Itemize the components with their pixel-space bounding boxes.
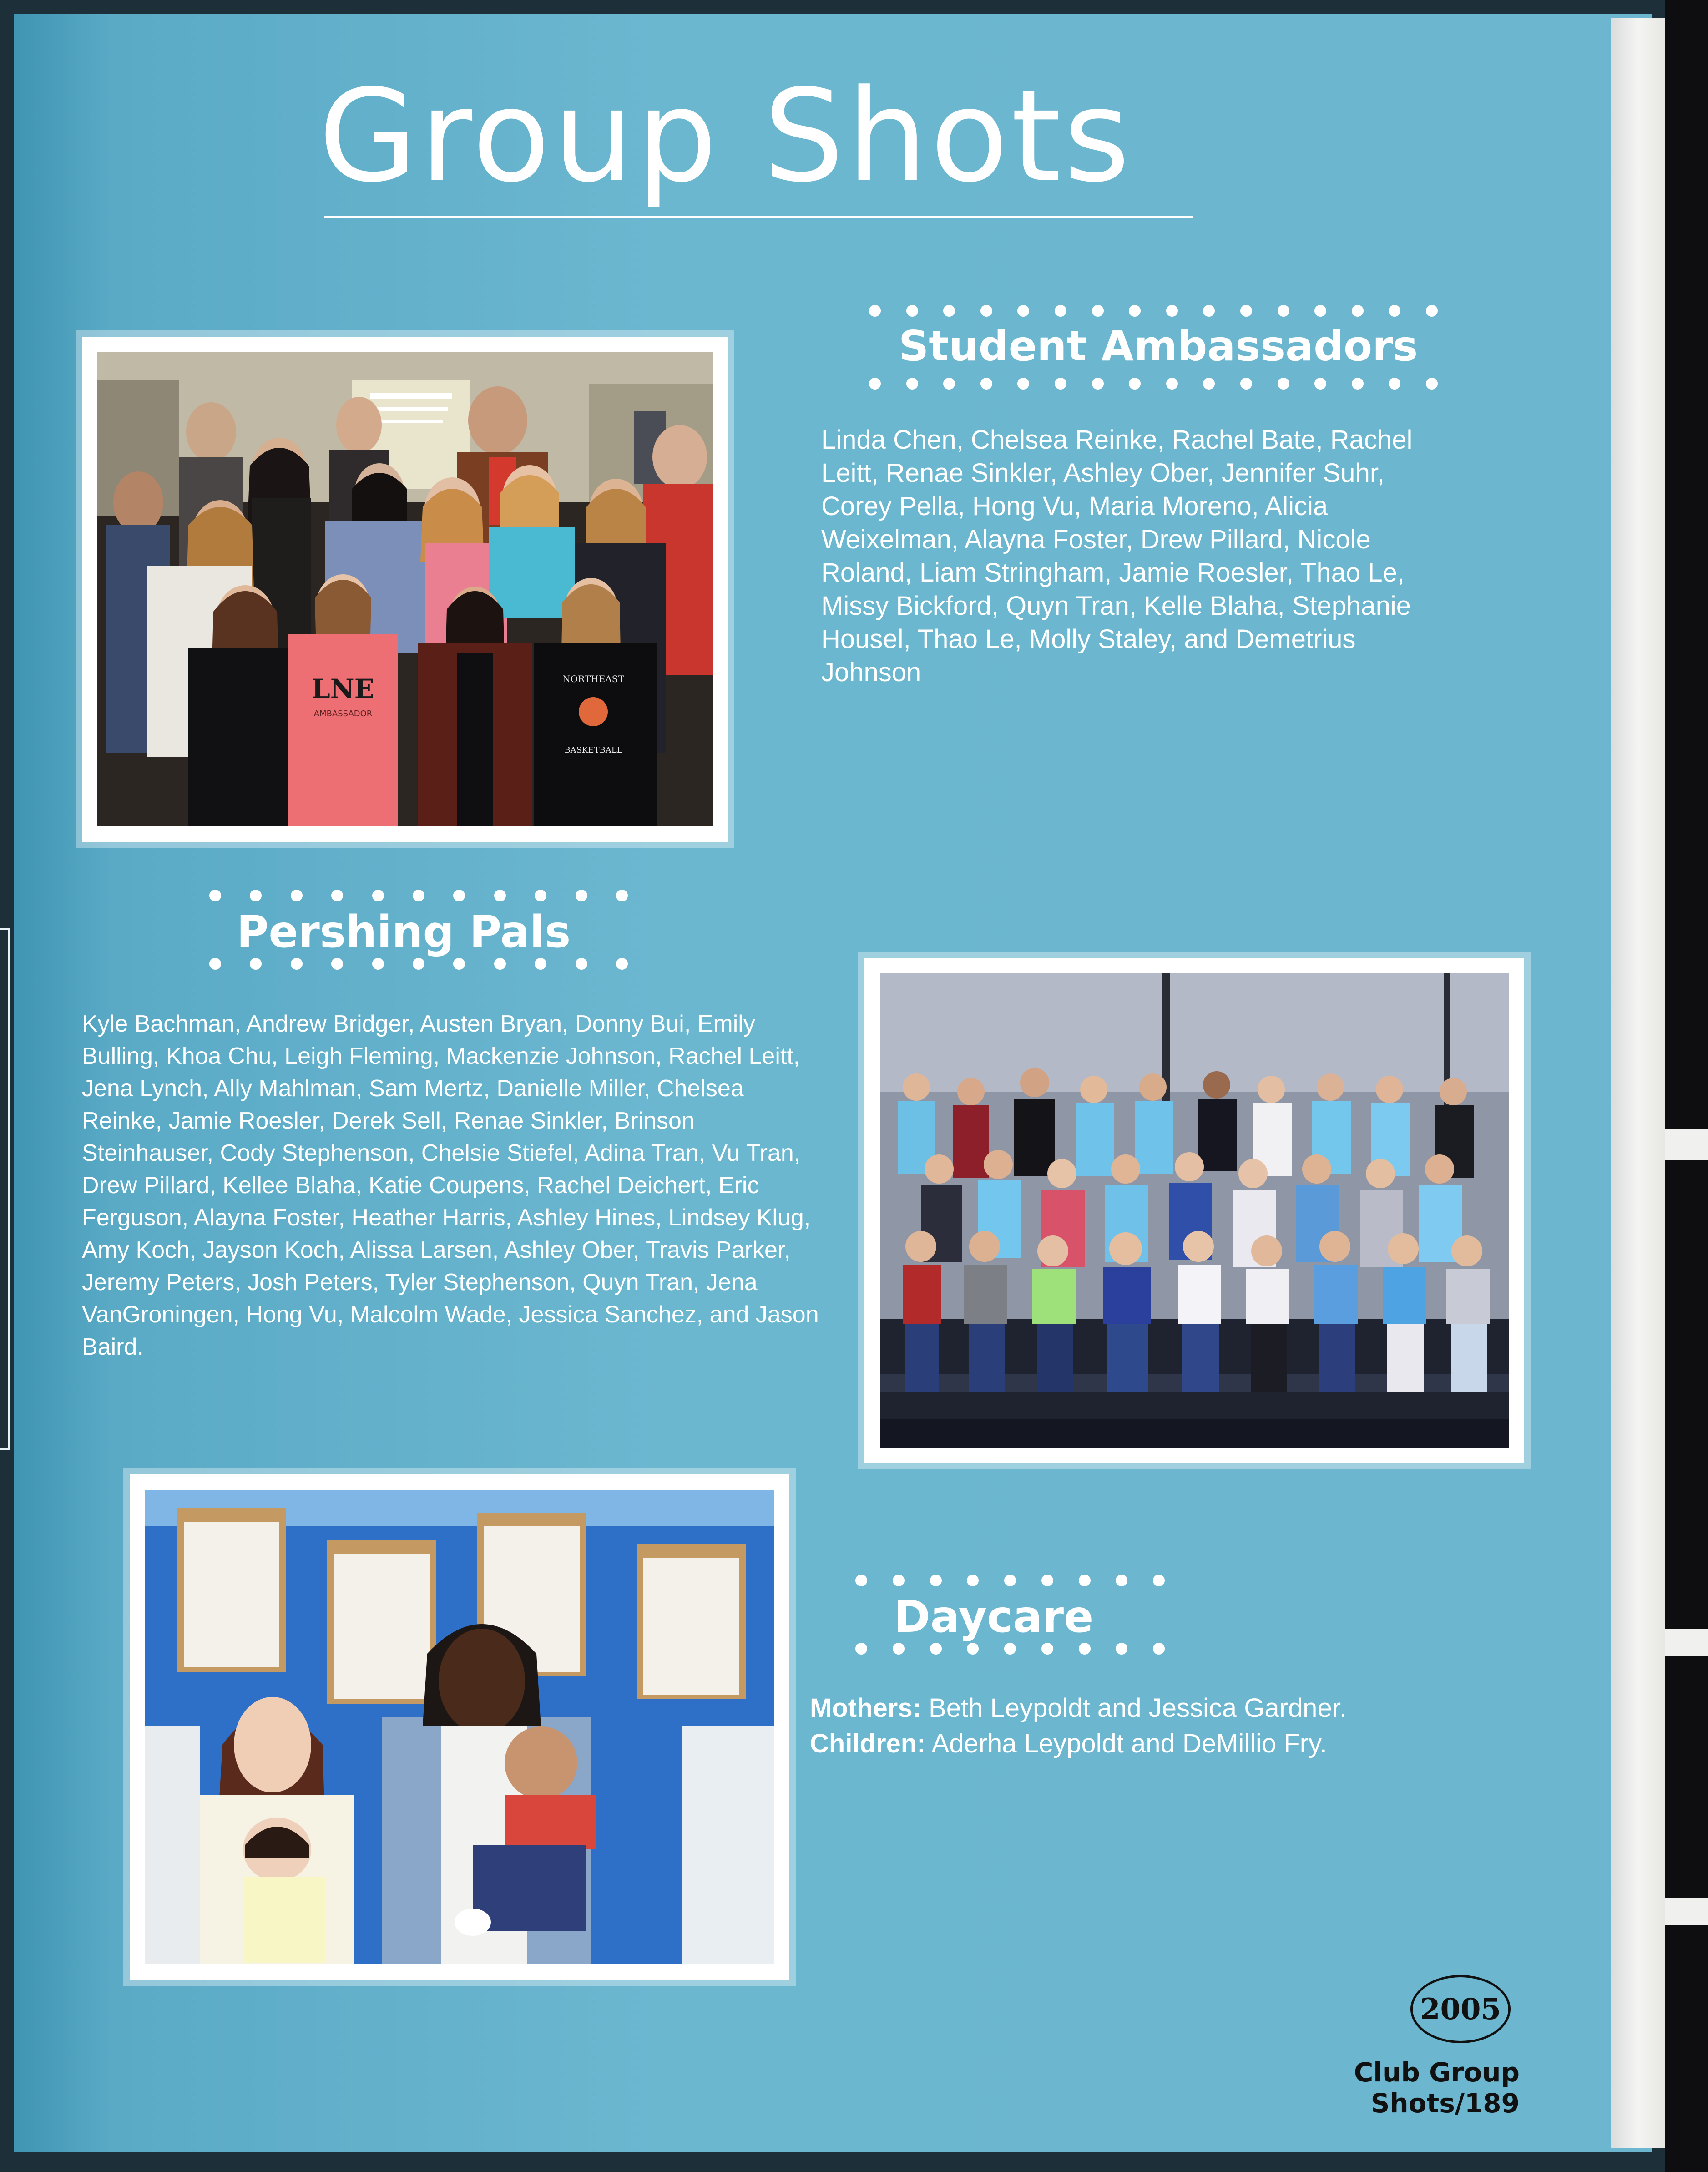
scan-border-notch xyxy=(1665,1898,1708,1925)
page-title: Group Shots xyxy=(318,62,1133,211)
yearbook-year-logo: 2005 xyxy=(1410,1975,1511,2043)
pershing-heading: Pershing Pals xyxy=(237,906,571,957)
ambassadors-names: Linda Chen, Chelsea Reinke, Rachel Bate, Rachel Leitt, Renae Sinkler, Ashley Ober, Jennifer Suhr, Corey Pella, Hong Vu, Maria Moreno, Alicia Weixelman, Alayna Foster, Drew Pillard, Nicole Roland, Liam Stringham, Jamie Roesler, Thao Le, Missy Bickford, Quyn Tran, Kelle Blaha, Stephanie Housel, Thao Le, Molly Staley, and Demetrius Johnson xyxy=(821,425,1413,687)
mothers-line xyxy=(810,1691,1447,1726)
pershing-names: Kyle Bachman, Andrew Bridger, Austen Bryan, Donny Bui, Emily Bulling, Khoa Chu, Leigh Fleming, Mackenzie Johnson, Rachel Leitt, Jena Lynch, Ally Mahlman, Sam Mertz, Danielle Miller, Chelsea Reinke, Jamie Roesler, Derek Sell, Renae Sinkler, Brinson Steinhauser, Cody Stephenson, Chelsie Stiefel, Adina Tran, Vu Tran, Drew Pillard, Kellee Blaha, Katie Coupens, Rachel Deichert, Eric Ferguson, Alayna Foster, Heather Harris, Ashley Hines, Lindsey Klug, Amy Koch, Jayson Koch, Alissa Larsen, Ashley Ober, Travis Parker, Jeremy Peters, Josh Peters, Tyler Stephenson, Quyn Tran, Jena VanGroningen, Hong Vu, Malcolm Wade, Jessica Sanchez, and Jason Baird. xyxy=(82,1011,819,1360)
hoodie-print: NORTHEAST xyxy=(562,673,624,684)
scan-border-notch xyxy=(1665,1129,1708,1160)
heading-dots-top xyxy=(869,305,1438,317)
children-label: Children: xyxy=(810,1729,926,1758)
heading-dots-bottom xyxy=(209,958,628,970)
shirt-print: LNE xyxy=(311,673,375,704)
side-rule xyxy=(0,928,10,1450)
heading-dots-top xyxy=(209,890,628,901)
children-line xyxy=(810,1726,1447,1762)
title-underline xyxy=(324,216,1193,218)
scan-border xyxy=(1665,0,1708,2172)
page-footer: Club Group Shots/189 xyxy=(1354,2057,1520,2119)
daycare-photo-frame xyxy=(130,1474,789,1980)
pershing-photo-frame xyxy=(864,958,1524,1463)
mothers-label: Mothers: xyxy=(810,1693,921,1723)
photo-outline xyxy=(871,964,1518,1457)
shirt-print-sub: AMBASSADOR xyxy=(313,709,373,719)
daycare-text xyxy=(810,1691,1447,1762)
heading-dots-top xyxy=(855,1575,1165,1586)
hoodie-print-sub: BASKETBALL xyxy=(564,745,622,755)
mothers-names: Beth Leypoldt and Jessica Gardner. xyxy=(929,1693,1347,1723)
heading-dots-bottom xyxy=(869,378,1438,390)
scan-border-notch xyxy=(1665,1629,1708,1656)
ambassadors-heading: Student Ambassadors xyxy=(899,322,1418,370)
daycare-heading: Daycare xyxy=(894,1591,1094,1642)
heading-dots-bottom xyxy=(855,1643,1165,1655)
photo-outline xyxy=(88,343,722,835)
photo-outline xyxy=(136,1481,783,1973)
children-names: Aderha Leypoldt and DeMillio Fry. xyxy=(931,1729,1327,1758)
ambassadors-photo-frame xyxy=(82,337,728,842)
